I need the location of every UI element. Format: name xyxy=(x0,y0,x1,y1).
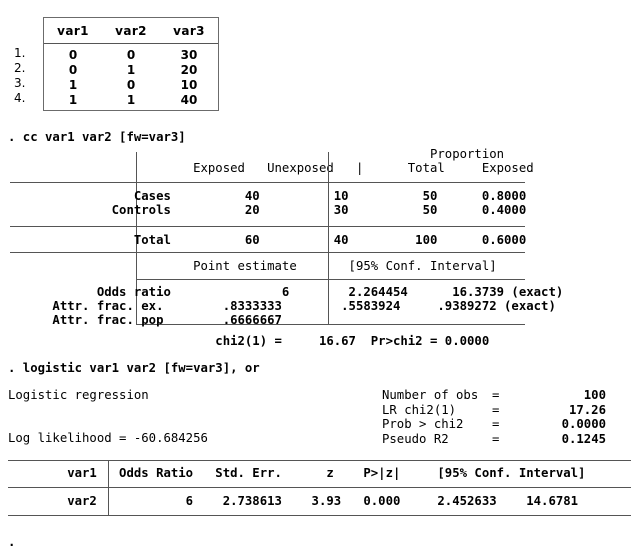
cc-attr-frac-ex-row: Attr. frac. ex. .8333333 .5583924 .9389272 (exact) xyxy=(8,299,556,313)
cc-attr-frac-pop-row: Attr. frac. pop .6666667 xyxy=(8,313,282,327)
cc-row-controls: Controls 20 30 50 0.4000 xyxy=(8,203,527,217)
stat-equals: = xyxy=(492,402,500,417)
reg-row-var2: var2 6 2.738613 3.93 0.000 2.452633 14.6781 xyxy=(8,494,579,508)
cc-rule-top xyxy=(10,182,525,183)
log-likelihood-line: Log likelihood = -60.684256 xyxy=(8,431,208,445)
cc-chi2-line: chi2(1) = 16.67 Pr>chi2 = 0.0000 xyxy=(8,334,490,348)
column-header-var1: var1 xyxy=(57,23,89,38)
reg-column-header: var1 Odds Ratio Std. Err. z P>|z| [95% Conf. Interval] xyxy=(8,466,586,480)
reg-rule-bottom xyxy=(8,515,631,516)
table-row xyxy=(44,47,218,62)
stat-label: Pseudo R2 xyxy=(382,431,449,446)
cell-var3: 30 xyxy=(180,47,198,62)
row-number: 1. xyxy=(14,46,26,60)
cell-var3: 40 xyxy=(180,92,198,107)
console-prompt: . xyxy=(8,535,16,549)
cell-var1: 1 xyxy=(68,92,78,107)
stat-row-lr-chi2 xyxy=(382,403,606,418)
logistic-stats-block xyxy=(382,388,606,446)
cell-var2: 1 xyxy=(126,92,136,107)
cc-command-line: . cc var1 var2 [fw=var3] xyxy=(8,130,186,144)
stat-value: 0.0000 xyxy=(561,417,606,432)
table-header-row xyxy=(44,18,218,44)
column-header-var3: var3 xyxy=(173,23,205,38)
stat-equals: = xyxy=(492,388,500,402)
column-header-var2: var2 xyxy=(115,23,147,38)
table-row xyxy=(44,77,218,92)
browser-row-numbers xyxy=(14,46,25,106)
table-row xyxy=(44,92,218,107)
table-body xyxy=(44,44,218,107)
stat-label: Prob > chi2 xyxy=(382,417,464,432)
stat-row-pseudo-r2 xyxy=(382,432,606,447)
cc-column-header: Exposed Unexposed | Total Exposed xyxy=(8,161,534,175)
cc-proportion-header: Proportion xyxy=(8,147,505,161)
cc-rule-bottom xyxy=(10,252,525,253)
cc-row-cases: Cases 40 10 50 0.8000 xyxy=(8,189,527,203)
reg-rule-top xyxy=(8,460,631,461)
cell-var2: 0 xyxy=(126,47,136,62)
stat-value: 17.26 xyxy=(568,402,606,417)
stat-equals: = xyxy=(492,417,500,432)
data-browser-table xyxy=(43,17,219,111)
cc-pe-rule-top xyxy=(136,279,525,280)
row-number: 3. xyxy=(14,76,26,90)
stat-label: Number of obs xyxy=(382,388,479,402)
stat-equals: = xyxy=(492,431,500,446)
cc-odds-ratio-row: Odds ratio 6 2.264454 16.3739 (exact) xyxy=(8,285,564,299)
cell-var3: 20 xyxy=(180,62,198,77)
cell-var2: 1 xyxy=(126,62,136,77)
cc-point-estimate-header: Point estimate [95% Conf. Interval] xyxy=(8,259,497,273)
stat-label: LR chi2(1) xyxy=(382,402,457,417)
cc-rule-mid xyxy=(10,226,525,227)
row-number: 4. xyxy=(14,91,26,105)
reg-rule-mid xyxy=(8,487,631,488)
logistic-regression-title: Logistic regression xyxy=(8,388,149,402)
stat-row-prob-chi2 xyxy=(382,417,606,432)
stat-value: 0.1245 xyxy=(561,431,606,446)
stat-value: 100 xyxy=(583,388,606,402)
logistic-command-line: . logistic var1 var2 [fw=var3], or xyxy=(8,361,260,375)
cell-var1: 0 xyxy=(68,62,78,77)
cell-var1: 0 xyxy=(68,47,78,62)
row-number: 2. xyxy=(14,61,26,75)
stat-row-number-of-obs xyxy=(382,388,606,403)
cell-var1: 1 xyxy=(68,77,78,92)
cc-row-total: Total 60 40 100 0.6000 xyxy=(8,233,527,247)
cell-var3: 10 xyxy=(180,77,198,92)
cell-var2: 0 xyxy=(126,77,136,92)
table-row xyxy=(44,62,218,77)
